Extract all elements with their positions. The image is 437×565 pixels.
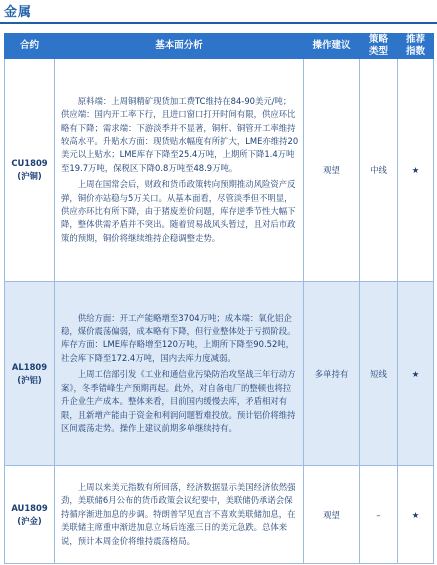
suggestion-cell-al: 多单持有 (304, 282, 360, 466)
contract-code: CU1809 (11, 158, 48, 168)
contract-code: AU1809 (11, 502, 48, 513)
contract-name: (沪铜) (17, 171, 42, 181)
contract-code: AL1809 (11, 361, 48, 372)
analysis-cell-au (55, 466, 304, 564)
table-row-al (5, 282, 434, 466)
star-icon: ★ (398, 282, 434, 466)
analysis-paragraph: 上周在国常会后，财政和货币政策转向预期推动风险资产反弹，铜价亦站稳与5万关口。从基本面看，尽管淡季但不明显，供应亦环比有所下降，由于猪废差价问题，库存逆季节性大幅下降，整体供需矛盾并不突出。随着贸易战风头暂过，且对后市政策的预期，铜价将继续维持企稳调整走势。 (61, 179, 296, 243)
contract-name: (沪金) (17, 515, 42, 526)
table-row-au (5, 466, 434, 564)
header-strategy-line2: 类型 (368, 46, 388, 57)
contract-name: (沪铝) (17, 374, 42, 385)
header-index-line1: 推荐 (405, 34, 425, 45)
analysis-paragraph: 供给方面：开工产能略增至3704万吨；成本端：氧化铝企稳，煤价震荡偏弱，成本略有下降，但行业整体处于亏损阶段。库存方面：LME库存略增至120万吨，上期所下降至90.52吨，社会库下降至172.4万吨，国内去库力度减弱。 (61, 312, 296, 363)
title-divider (0, 22, 437, 24)
star-icon: ★ (398, 59, 434, 282)
strategy-cell-cu: 中线 (360, 59, 398, 282)
contract-cell-au (5, 466, 55, 564)
header-analysis: 基本面分析 (55, 34, 304, 59)
suggestion-cell-cu: 观望 (304, 59, 360, 282)
analysis-cell-cu (55, 59, 304, 282)
contract-cell-al (5, 282, 55, 466)
header-recommend-index (398, 34, 434, 59)
suggestion-cell-au: 观望 (304, 466, 360, 564)
header-strategy-line1: 策略 (368, 34, 388, 45)
section-title: 金属 (4, 5, 33, 20)
star-icon: ★ (398, 466, 434, 564)
analysis-paragraph: 上周工信部引发《工业和通信业污染防治攻坚战三年行动方案》，冬季错峰生产预期再起。此外，对自备电厂的整顿也将拉升企业生产成本。整体来看，目前国内缓慢去库，矛盾相对有限，且新增产能由于资金和利润问题暂难投放。预计铝价将维持区间震荡走势。操作上建议前期多单继续持有。 (61, 369, 296, 433)
analysis-paragraph: 原料端：上周铜精矿现货加工费TC维持在84-90美元/吨；供应端：国内开工率下行，且进口窗口打开时间有限，供应环比略有下降；需求端：下游淡季并不显著，铜杆、铜管开工率维持较高水平。升贴水方面：现货贴水幅度有所扩大，LME亦维持20美元以上贴水；LME库存下降至25.4万吨，上期所下降1.4万吨至19.7万吨，保税区下降0.8万吨至48.9万吨。 (61, 95, 299, 173)
strategy-cell-al: 短线 (360, 282, 398, 466)
metals-analysis-table (4, 33, 434, 564)
strategy-cell-au: – (360, 466, 398, 564)
table-row-cu (5, 59, 434, 282)
contract-cell-cu (5, 59, 55, 282)
analysis-cell-al (55, 282, 304, 466)
analysis-paragraph: 上周以来美元指数有所回落，经济数据显示美国经济依然强劲，美联储6月公布的货币政策会议纪要中，美联储仍承诺会保持循序渐进加息的步调。特朗普罕见直言不喜欢美联储加息，在美联储主席重申渐进加息立场后连涨三日的美元急跌。总体来说，预计本周金价将维持震荡格局。 (61, 481, 296, 546)
header-strategy-type (360, 34, 398, 59)
header-suggestion: 操作建议 (304, 34, 360, 59)
header-index-line2: 指数 (405, 46, 425, 57)
table-header-row (5, 34, 434, 59)
header-contract: 合约 (5, 34, 55, 59)
